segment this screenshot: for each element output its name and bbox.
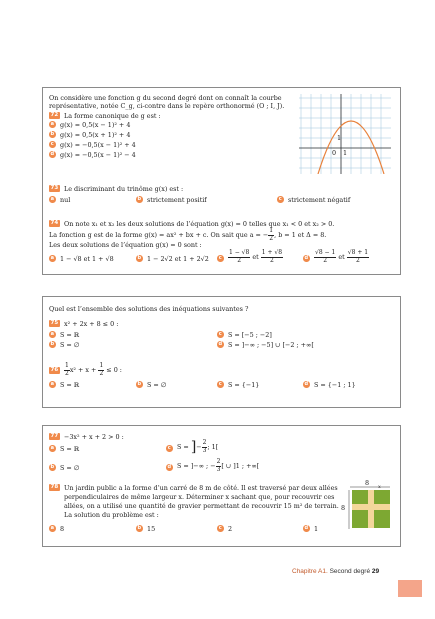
option-78c[interactable]: 2 <box>228 525 233 533</box>
option-78a[interactable]: 8 <box>60 525 65 533</box>
option-77c[interactable] <box>177 440 218 454</box>
denominator: 2 <box>356 256 360 264</box>
option-letter[interactable]: c <box>278 196 282 202</box>
numerator: 2 <box>216 458 221 465</box>
question-72-text: La forme canonique de g est : <box>64 112 161 120</box>
question-74-line-2 <box>49 228 326 242</box>
option-75b[interactable]: S = ∅ <box>60 341 80 349</box>
option-letter[interactable]: c <box>50 141 54 147</box>
option-letter[interactable]: d <box>304 381 309 387</box>
option-letter[interactable]: a <box>50 331 54 337</box>
option-letter[interactable]: b <box>50 131 55 137</box>
option-76a[interactable]: S = ℝ <box>60 381 80 389</box>
option-letter[interactable]: b <box>50 464 55 470</box>
question-78-line-4: La solution du problème est : <box>64 511 159 519</box>
option-letter[interactable]: c <box>218 331 222 337</box>
exercise-box-1 <box>42 87 401 275</box>
garden-left-dimension: 8 <box>341 504 346 512</box>
option-letter[interactable]: b <box>137 525 142 531</box>
garden-top-dimension: 8 <box>365 479 370 487</box>
set-prefix: S = <box>177 443 189 451</box>
fraction <box>98 363 104 377</box>
set-interval-start: ]−∞ ; − <box>190 462 216 470</box>
option-77a[interactable]: S = ℝ <box>60 445 80 453</box>
option-78b[interactable]: 15 <box>147 525 156 533</box>
denominator: 3 <box>216 465 221 473</box>
graph-origin-label: 0 <box>332 149 337 157</box>
numerator: 2 <box>202 439 207 446</box>
option-letter[interactable]: a <box>50 525 54 531</box>
option-73c[interactable]: strictement négatif <box>288 196 351 204</box>
fraction <box>228 250 250 264</box>
option-letter[interactable]: d <box>50 151 55 157</box>
garden-x-label: x <box>378 484 381 490</box>
question-number-78: 78 <box>50 484 59 490</box>
fraction <box>347 250 369 264</box>
fraction <box>314 250 336 264</box>
option-73a[interactable]: nul <box>60 196 71 204</box>
option-77d[interactable] <box>177 459 259 473</box>
denominator: 3 <box>202 446 207 454</box>
denominator: 2 <box>65 369 69 377</box>
exercise-box-3 <box>42 425 401 547</box>
page-edge-tab <box>398 580 422 597</box>
numerator: √8 + 1 <box>347 249 369 256</box>
question-number-77: 77 <box>50 433 59 439</box>
option-letter[interactable]: d <box>304 525 309 531</box>
option-75d[interactable]: S = ]−∞ ; −5] ∪ [−2 ; +∞[ <box>228 341 314 349</box>
question-77-text: −3x² + x + 2 > 0 : <box>64 433 124 441</box>
option-76c[interactable]: S = {−1} <box>228 381 260 389</box>
parabola-graph <box>299 94 391 174</box>
conjunction: et <box>252 253 259 261</box>
option-77b[interactable]: S = ∅ <box>60 464 80 472</box>
page-number: 29 <box>371 568 380 575</box>
fraction <box>261 250 283 264</box>
numerator: 1 − √8 <box>229 249 250 256</box>
exercise-box-2 <box>42 296 401 408</box>
option-75a[interactable]: S = ℝ <box>60 331 80 339</box>
denominator: 2 <box>323 256 328 264</box>
option-letter[interactable]: c <box>167 445 171 451</box>
graph-y-unit-label: 1 <box>337 134 342 142</box>
set-suffix: [ ∪ ]1 ; +∞[ <box>221 462 260 470</box>
question-74-line-1: On note x₁ et x₂ les deux solutions de l’équation g(x) = 0 telles que x₁ < 0 et x₂ > 0. <box>64 220 335 228</box>
question-76-end: ≤ 0 : <box>106 366 122 374</box>
section-title: Quel est l’ensemble des solutions des inéquations suivantes ? <box>49 305 249 313</box>
option-letter[interactable]: c <box>218 525 222 531</box>
option-74a[interactable]: 1 − √8 et 1 + √8 <box>60 255 114 263</box>
option-74c[interactable] <box>228 250 283 264</box>
question-74-line-2-start: La fonction g est de la forme g(x) = ax² + bx + c. On sait que a = − <box>49 231 269 239</box>
option-72b[interactable]: g(x) = 0,5(x + 1)² + 4 <box>60 131 131 139</box>
option-letter[interactable]: b <box>50 341 55 347</box>
option-letter[interactable]: b <box>137 196 142 202</box>
chapter-label: Chapitre A1. <box>292 568 328 575</box>
option-75c[interactable]: S = [−5 ; −2] <box>228 331 272 339</box>
question-76-text <box>64 363 122 377</box>
option-72d[interactable]: g(x) = −0,5(x − 1)² − 4 <box>60 151 136 159</box>
numerator: 1 <box>99 362 104 369</box>
set-prefix: S = <box>177 462 189 470</box>
option-letter[interactable]: c <box>218 255 222 261</box>
option-letter[interactable]: d <box>304 255 309 261</box>
garden-diagram <box>348 486 392 530</box>
denominator: 2 <box>269 234 274 242</box>
option-letter[interactable]: a <box>50 121 54 127</box>
denominator: 2 <box>237 256 242 264</box>
option-letter[interactable]: a <box>50 381 54 387</box>
question-73-text: Le discriminant du trinôme g(x) est : <box>64 185 184 193</box>
question-78-line-1: Un jardin public a la forme d’un carré de 8 m de côté. Il est traversé par deux allées <box>64 484 338 492</box>
option-letter[interactable]: a <box>50 255 54 261</box>
numerator: 1 <box>269 227 274 234</box>
option-76b[interactable]: S = ∅ <box>147 381 167 389</box>
question-number-73: 73 <box>50 185 59 191</box>
denominator: 2 <box>99 369 104 377</box>
conjunction: et <box>338 253 345 261</box>
option-letter[interactable]: d <box>218 341 223 347</box>
option-72c[interactable]: g(x) = −0,5(x − 1)² + 4 <box>60 141 136 149</box>
question-74-line-3: Les deux solutions de l’équation g(x) = 0 sont : <box>49 241 202 249</box>
minus-sign: − <box>196 443 202 451</box>
option-letter[interactable]: b <box>137 381 142 387</box>
chapter-title: Second degré <box>329 568 371 575</box>
option-78d[interactable]: 1 <box>314 525 319 533</box>
option-76d[interactable]: S = {−1 ; 1} <box>314 381 356 389</box>
option-letter[interactable]: c <box>218 381 222 387</box>
option-74d[interactable] <box>314 250 369 264</box>
option-letter[interactable]: a <box>50 445 54 451</box>
numerator: 1 <box>65 362 69 369</box>
question-number-74: 74 <box>50 220 59 226</box>
graph-x-unit-label: 1 <box>343 149 348 157</box>
question-78-line-2: perpendiculaires de même largeur x. Déterminer x sachant que, pour recouvrir ces <box>64 493 335 501</box>
option-letter[interactable]: b <box>137 255 142 261</box>
set-suffix: ; 1[ <box>207 443 219 451</box>
question-78-line-3: allées, on a utilisé une quantité de gravier permettant de recouvrir 15 m² de terrain. <box>64 502 339 510</box>
option-73b[interactable]: strictement positif <box>147 196 207 204</box>
question-76-middle: x² + x + <box>69 366 97 374</box>
option-74b[interactable]: 1 − 2√2 et 1 + 2√2 <box>147 255 209 263</box>
option-letter[interactable]: d <box>167 464 172 470</box>
question-number-72: 72 <box>50 112 59 118</box>
numerator: √8 − 1 <box>315 249 336 256</box>
denominator: 2 <box>270 256 274 264</box>
option-letter[interactable]: a <box>50 196 54 202</box>
numerator: 1 + √8 <box>261 249 283 256</box>
question-number-75: 75 <box>50 320 59 326</box>
intro-line-1: On considère une fonction g du second degré dont on connaît la courbe <box>49 94 282 102</box>
intro-line-2: représentative, notée C_g, ci-contre dans le repère orthonormé (O ; I, J). <box>49 102 285 110</box>
question-75-text: x² + 2x + 8 ≤ 0 : <box>64 320 119 328</box>
option-72a[interactable]: g(x) = 0,5(x − 1)² + 4 <box>60 121 131 129</box>
page-footer <box>292 568 379 575</box>
question-number-76: 76 <box>50 367 59 373</box>
bracket: ] <box>190 439 197 455</box>
question-74-line-2-end: , b = 1 et Δ = 8. <box>274 231 327 239</box>
